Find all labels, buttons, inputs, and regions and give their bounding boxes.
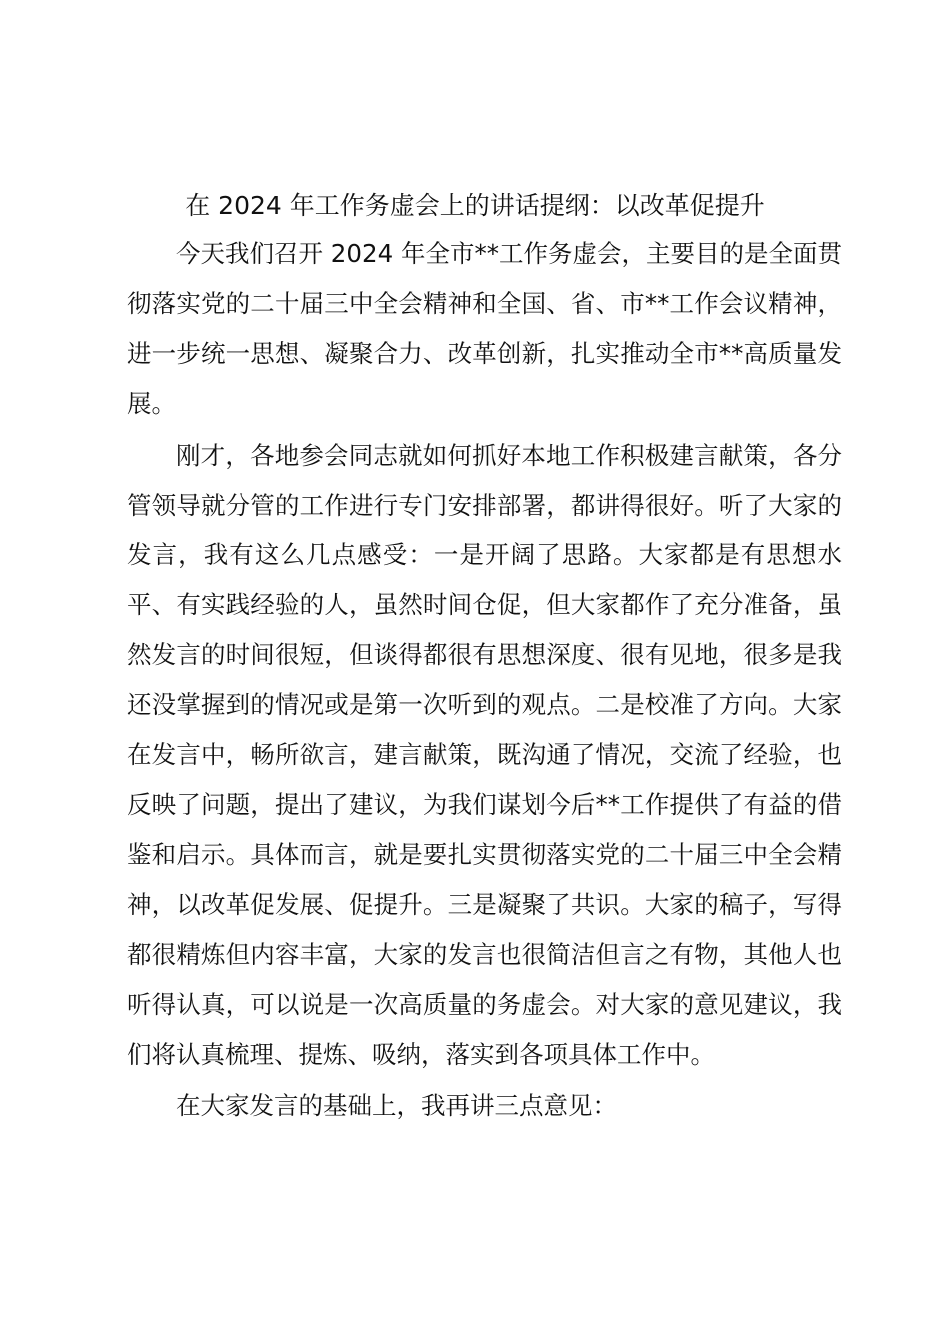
document-title: 在 2024 年工作务虚会上的讲话提纲：以改革促提升 [185, 191, 765, 220]
paragraph-intro: 今天我们召开 2024 年全市**工作务虚会，主要目的是全面贯彻落实党的二十届三中全会精神和全国、省、市**工作会议精神，进一步统一思想、凝聚合力、改革创新，扎实推动全市**高质量发展。 [127, 239, 842, 418]
paragraph-transition: 在大家发言的基础上，我再讲三点意见： [176, 1091, 617, 1121]
paragraph-impressions: 刚才，各地参会同志就如何抓好本地工作积极建言献策，各分管领导就分管的工作进行专门安排部署，都讲得很好。听了大家的发言，我有这么几点感受：一是开阔了思路。大家都是有思想水平、有实践经验的人，虽然时间仓促，但大家都作了充分准备，虽然发言的时间很短，但谈得都很有思想深度、很有见地，很多是我还没掌握到的情况或是第一次听到的观点。二是校准了方向。大家在发言中，畅所欲言，建言献策，既沟通了情况，交流了经验，也反映了问题，提出了建议，为我们谋划今后**工作提供了有益的借鉴和启示。具体而言，就是要扎实贯彻落实党的二十届三中全会精神，以改革促发展、促提升。三是凝聚了共识。大家的稿子，写得都很精炼但内容丰富，大家的发言也很简洁但言之有物，其他人也听得认真，可以说是一次高质量的务虚会。对大家的意见建议，我们将认真梳理、提炼、吸纳，落实到各项具体工作中。 [127, 440, 842, 1069]
document-body [127, 229, 842, 1131]
